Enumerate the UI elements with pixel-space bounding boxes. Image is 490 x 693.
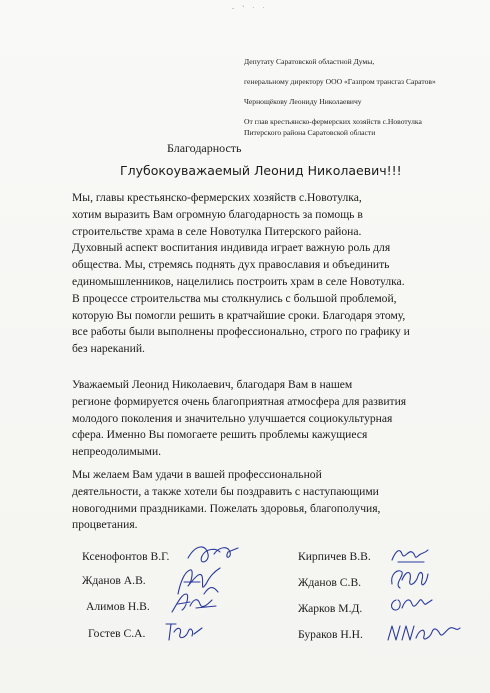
signatory-name: Жданов А.В. — [82, 574, 146, 587]
sender-line: От глав крестьянско-фермерских хозяйств с.Новотулка — [244, 117, 422, 126]
paragraph-line: Уважаемый Леонид Николаевич, благодаря Вам в нашем — [72, 378, 353, 391]
scan-mark: - ʻ · · — [232, 4, 268, 12]
paragraph-line: единомышленников, нацелились построить храм в селе Новотулка. — [72, 274, 405, 288]
signatory-name: Жданов С.В. — [298, 576, 362, 589]
paragraph-line: регионе формируется очень благоприятная атмосфера для развития — [72, 394, 407, 408]
signatory-name: Кирпичев В.В. — [298, 550, 371, 563]
signatory-name: Ксенофонтов В.Г. — [82, 550, 170, 563]
paragraph-line: В процессе строительства мы столкнулись с большой проблемой, — [72, 291, 397, 305]
salutation: Глубокоуважаемый Леонид Николаевич!!! — [120, 163, 402, 178]
signatory-name: Гостев С.А. — [88, 627, 146, 640]
addressee-line: Депутату Саратовской областной Думы, — [244, 57, 375, 66]
paragraph-line: Мы, главы крестьянско-фермерских хозяйств с.Новотулка, — [72, 191, 362, 204]
sender-line: Питерского района Саратовской области — [244, 128, 376, 137]
paragraph-line: строительстве храма в селе Новотулка Питерского района. — [72, 224, 362, 238]
paragraph-3 — [72, 467, 472, 534]
paragraph-line: без нареканий. — [72, 342, 145, 356]
paragraph-line: процветания. — [72, 518, 138, 532]
addressee-block — [244, 56, 484, 138]
handwritten-signature-icon — [160, 616, 206, 649]
paragraph-line: которую Вы помогли решить в кратчайшие сроки. Благодаря этому, — [72, 308, 406, 322]
paragraph-1 — [72, 190, 472, 358]
paragraph-line: новогодними праздниками. Пожелать здоровья, благополучия, — [72, 501, 381, 515]
signatures-block — [0, 538, 490, 658]
paragraph-line: хотим выразить Вам огромную благодарность за помощь в — [72, 207, 363, 221]
paragraph-line: Духовный аспект воспитания индивида играет важную роль для — [72, 241, 391, 255]
signatory-name: Алимов Н.В. — [86, 600, 150, 613]
paragraph-line: общества. Мы, стремясь поднять дух православия и объединить — [72, 258, 390, 272]
paragraph-line: деятельности, а также хотели бы поздравить с наступающими — [72, 484, 379, 498]
paragraph-2 — [72, 377, 472, 461]
letter-heading: Благодарность — [167, 141, 242, 155]
addressee-line: Чернощёкову Леониду Николаевичу — [244, 97, 362, 106]
paragraph-line: непреодолимыми. — [72, 445, 162, 459]
handwritten-signature-icon — [384, 616, 464, 653]
addressee-line: генеральному директору ООО «Газпром трансгаз Саратов» — [244, 77, 436, 86]
signatory-name: Жарков М.Д. — [298, 602, 363, 615]
paragraph-line: Мы желаем Вам удачи в вашей профессиональной — [72, 468, 322, 481]
paragraph-line: молодого поколения и значительно улучшается социокультурная — [72, 411, 393, 425]
paragraph-line: все работы были выполнены профессионально, строго по графику и — [72, 325, 410, 339]
paragraph-line: сфера. Именно Вы помогаете решить проблемы кажущиеся — [72, 428, 368, 442]
signatory-name: Бураков Н.Н. — [298, 628, 363, 641]
